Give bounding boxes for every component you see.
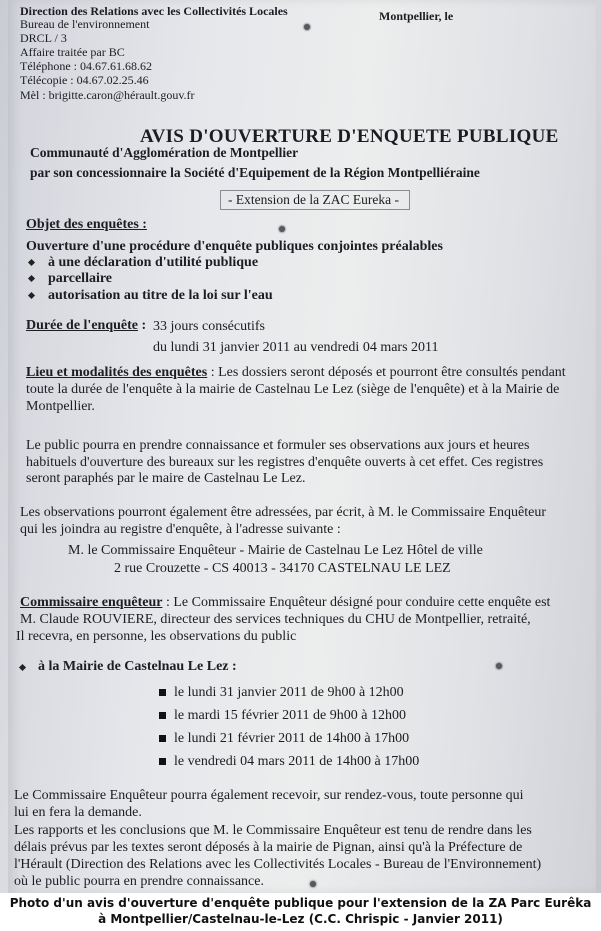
- subtitle-line-2: par son concessionnaire la Société d'Equipement de la Région Montpelliéraine: [30, 165, 480, 180]
- mairie-heading: à la Mairie de Castelnau Le Lez :: [38, 659, 237, 674]
- header-line-6: Télécopie : 04.67.02.25.46: [20, 73, 149, 87]
- bullet-diamond-icon: [28, 275, 35, 282]
- bullet-diamond-icon: [28, 292, 35, 299]
- public-line-2: habituels d'ouverture des bureaux sur les registres d'enquête ouverts à cet effet. Ces registres: [26, 455, 544, 470]
- header-place: Montpellier, le: [379, 9, 454, 23]
- photo-caption: [0, 895, 601, 927]
- header-line-7: Mèl : brigitte.caron@hérault.gouv.fr: [20, 88, 195, 102]
- address-line-2: 2 rue Crouzette - CS 40013 - 34170 CASTELNAU LE LEZ: [114, 561, 451, 576]
- duree-line-1: 33 jours consécutifs: [153, 319, 265, 334]
- caption-line-1: Photo d'un avis d'ouverture d'enquête publique pour l'extension de la ZA Parc Eurêka: [9, 896, 592, 910]
- notice-title: AVIS D'OUVERTURE D'ENQUETE PUBLIQUE: [140, 126, 559, 147]
- bullet-square-icon: [159, 735, 166, 742]
- lieu-line-3: Montpellier.: [26, 399, 95, 414]
- lieu-heading: Lieu et modalités des enquêtes: [26, 365, 208, 380]
- caption-line-2: à Montpellier/Castelnau-le-Lez (C.C. Chrispic - Janvier 2011): [98, 912, 503, 926]
- lieu-line-1: : Les dossiers seront déposés et pourront être consultés pendant: [207, 365, 566, 380]
- bullet-square-icon: [159, 712, 166, 719]
- closing-line-3: Les rapports et les conclusions que M. le Commissaire Enquêteur est tenu de rendre dans les: [14, 823, 532, 838]
- date-item-4: le vendredi 04 mars 2011 de 14h00 à 17h00: [174, 754, 420, 769]
- commissaire-heading: Commissaire enquêteur: [20, 595, 163, 610]
- closing-line-5: l'Hérault (Direction des Relations avec les Collectivités Locales - Bureau de l'Environnement): [14, 857, 542, 872]
- bullet-diamond-icon: [19, 664, 26, 671]
- header-line-3: DRCL / 3: [20, 31, 67, 45]
- notice-sheet: [8, 0, 596, 893]
- public-line-1: Le public pourra en prendre connaissance et formuler ses observations aux jours et heures: [26, 438, 530, 453]
- date-item-2: le mardi 15 février 2011 de 9h00 à 12h00: [174, 708, 406, 723]
- duree-heading: Durée de l'enquête: [26, 318, 138, 333]
- commissaire-line-3: Il recevra, en personne, les observations du public: [16, 629, 297, 644]
- subtitle-line-1: Communauté d'Agglomération de Montpellier: [30, 145, 299, 160]
- bullet-diamond-icon: [28, 259, 35, 266]
- public-line-3: seront paraphés par le maire de Castelnau Le Lez.: [26, 471, 306, 486]
- header-line-2: Bureau de l'environnement: [20, 17, 150, 31]
- commissaire-line-1: : Le Commissaire Enquêteur désigné pour conduire cette enquête est: [162, 595, 551, 610]
- pin-icon: [279, 226, 285, 232]
- objet-item-2: parcellaire: [48, 271, 113, 286]
- objet-intro: Ouverture d'une procédure d'enquête publiques conjointes préalables: [26, 239, 443, 254]
- commissaire-line-2: M. Claude ROUVIERE, directeur des services techniques du CHU de Montpellier, retraité,: [20, 612, 531, 627]
- observations-line-2: qui les joindra au registre d'enquête, à l'adresse suivante :: [20, 522, 341, 537]
- bullet-square-icon: [159, 689, 166, 696]
- observations-line-1: Les observations pourront également être adressées, par écrit, à M. le Commissaire Enquêteur: [20, 505, 546, 520]
- pin-icon: [496, 663, 502, 669]
- closing-line-1: Le Commissaire Enquêteur pourra également recevoir, sur rendez-vous, toute personne qui: [14, 788, 524, 803]
- bullet-square-icon: [159, 758, 166, 765]
- pin-icon: [310, 881, 316, 887]
- duree-sep: :: [137, 318, 147, 333]
- date-item-3: le lundi 21 février 2011 de 14h00 à 17h00: [174, 731, 410, 746]
- objet-item-1: à une déclaration d'utilité publique: [48, 255, 259, 270]
- date-item-1: le lundi 31 janvier 2011 de 9h00 à 12h00: [174, 685, 404, 700]
- closing-line-2: lui en fera la demande.: [14, 805, 142, 820]
- closing-line-6: où le public pourra en prendre connaissance.: [14, 874, 264, 889]
- header-line-5: Téléphone : 04.67.61.68.62: [20, 59, 152, 73]
- address-line-1: M. le Commissaire Enquêteur - Mairie de Castelnau Le Lez Hôtel de ville: [68, 543, 483, 558]
- header-line-1: Direction des Relations avec les Collectivités Locales: [20, 4, 288, 18]
- header-line-4: Affaire traitée par BC: [20, 45, 125, 59]
- objet-item-3: autorisation au titre de la loi sur l'eau: [48, 288, 273, 303]
- closing-line-4: délais prévus par les textes seront déposés à la mairie de Pignan, ainsi qu'à la Préfecture de: [14, 840, 523, 855]
- pin-icon: [304, 24, 310, 30]
- lieu-line-2: toute la durée de l'enquête à la mairie de Castelnau Le Lez (siège de l'enquête) et à la Mairie de: [26, 382, 560, 397]
- duree-line-2: du lundi 31 janvier 2011 au vendredi 04 mars 2011: [153, 340, 439, 355]
- objet-heading: Objet des enquêtes :: [26, 217, 147, 232]
- zac-label: - Extension de la ZAC Eureka -: [228, 192, 399, 207]
